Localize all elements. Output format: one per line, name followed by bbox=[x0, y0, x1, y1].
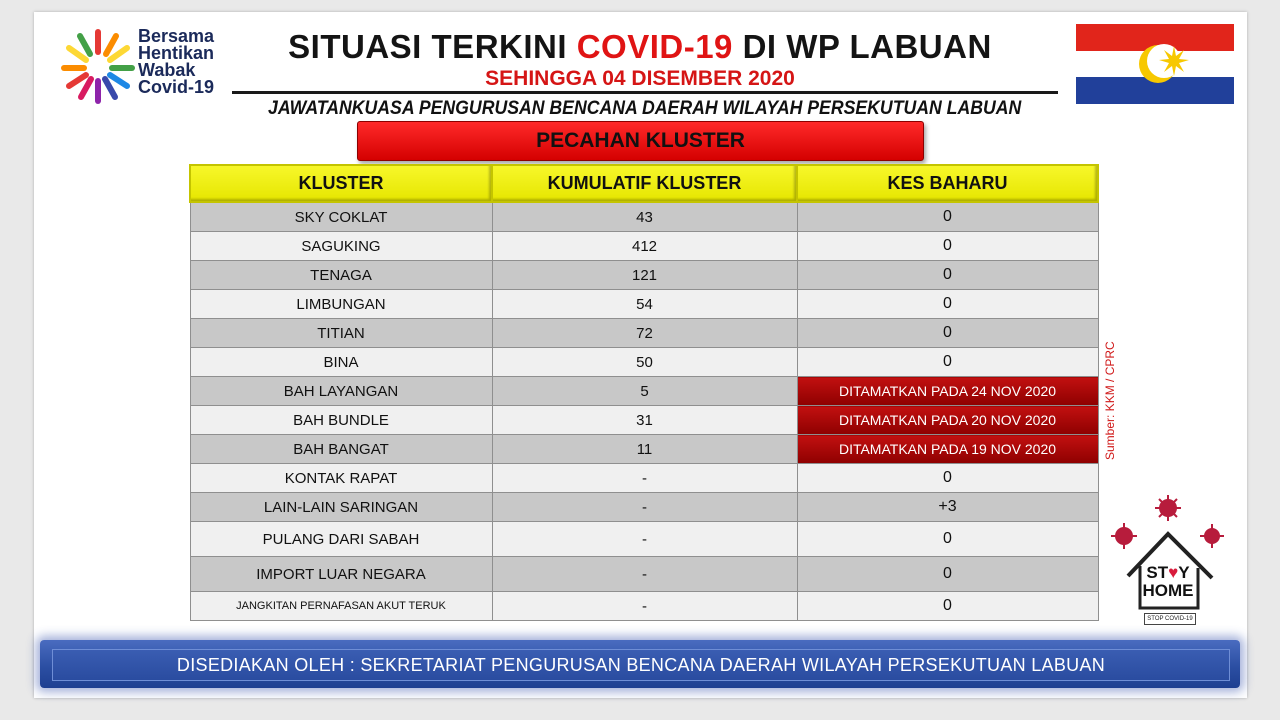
cluster-cumulative: 5 bbox=[492, 377, 797, 406]
cluster-name: BAH BANGAT bbox=[190, 435, 492, 464]
table-row bbox=[190, 232, 1098, 261]
cluster-new-cases: +3 bbox=[797, 493, 1098, 522]
cluster-cumulative: - bbox=[492, 464, 797, 493]
cluster-name: SAGUKING bbox=[190, 232, 492, 261]
committee-name: JAWATANKUASA PENGURUSAN BENCANA DAERAH WILAYAH PERSEKUTUAN LABUAN bbox=[268, 98, 1022, 119]
section-banner: PECAHAN KLUSTER bbox=[357, 121, 924, 161]
cluster-cumulative: - bbox=[492, 522, 797, 557]
cluster-cumulative: 11 bbox=[492, 435, 797, 464]
page-subtitle: SEHINGGA 04 DISEMBER 2020 bbox=[485, 67, 795, 90]
logo-line-3: Wabak bbox=[138, 60, 196, 80]
cluster-name: LAIN-LAIN SARINGAN bbox=[190, 493, 492, 522]
cluster-name: BINA bbox=[190, 348, 492, 377]
cluster-cumulative: 72 bbox=[492, 319, 797, 348]
bersama-hentikan-logo bbox=[58, 26, 233, 111]
title-part-2: DI WP LABUAN bbox=[732, 28, 992, 65]
table-row bbox=[190, 319, 1098, 348]
stay-home-line-1 bbox=[1130, 564, 1206, 582]
header-divider bbox=[232, 91, 1058, 94]
cluster-ended-badge: DITAMATKAN PADA 20 NOV 2020 bbox=[797, 406, 1098, 435]
col-header-cumulative: KUMULATIF KLUSTER bbox=[492, 165, 797, 202]
table-row bbox=[190, 557, 1098, 592]
col-header-new-cases: KES BAHARU bbox=[797, 165, 1098, 202]
cluster-name: JANGKITAN PERNAFASAN AKUT TERUK bbox=[190, 592, 492, 621]
cluster-new-cases: 0 bbox=[797, 348, 1098, 377]
cluster-cumulative: 43 bbox=[492, 202, 797, 232]
footer-text: DISEDIAKAN OLEH : SEKRETARIAT PENGURUSAN BENCANA DAERAH WILAYAH PERSEKUTUAN LABUAN bbox=[52, 649, 1230, 681]
cluster-name: SKY COKLAT bbox=[190, 202, 492, 232]
cluster-cumulative: 121 bbox=[492, 261, 797, 290]
table-row bbox=[190, 435, 1098, 464]
table-row bbox=[190, 261, 1098, 290]
table-row bbox=[190, 464, 1098, 493]
source-note: Sumber: KKM / CPRC bbox=[1103, 341, 1117, 461]
logo-line-1: Bersama bbox=[138, 26, 215, 46]
cluster-table bbox=[189, 164, 1099, 621]
table-row bbox=[190, 493, 1098, 522]
cluster-new-cases: 0 bbox=[797, 522, 1098, 557]
cluster-name: IMPORT LUAR NEGARA bbox=[190, 557, 492, 592]
cluster-new-cases: 0 bbox=[797, 464, 1098, 493]
cluster-name: TENAGA bbox=[190, 261, 492, 290]
footer-bar bbox=[40, 640, 1240, 688]
cluster-new-cases: 0 bbox=[797, 202, 1098, 232]
logo-text bbox=[138, 28, 214, 96]
table-row bbox=[190, 406, 1098, 435]
stop-covid-tag: STOP COVID-19 bbox=[1144, 613, 1196, 625]
logo-line-2: Hentikan bbox=[138, 43, 215, 63]
cluster-name: TITIAN bbox=[190, 319, 492, 348]
cluster-name: BAH BUNDLE bbox=[190, 406, 492, 435]
table-row bbox=[190, 522, 1098, 557]
table-row bbox=[190, 290, 1098, 319]
cluster-new-cases: 0 bbox=[797, 557, 1098, 592]
cluster-cumulative: 54 bbox=[492, 290, 797, 319]
page-title bbox=[240, 28, 1040, 66]
cluster-new-cases: 0 bbox=[797, 592, 1098, 621]
title-highlight: COVID-19 bbox=[576, 28, 733, 65]
table-header-row bbox=[190, 165, 1098, 202]
cluster-new-cases: 0 bbox=[797, 261, 1098, 290]
cluster-cumulative: - bbox=[492, 592, 797, 621]
stay-text: ST bbox=[1146, 563, 1169, 582]
col-header-cluster: KLUSTER bbox=[190, 165, 492, 202]
cluster-name: LIMBUNGAN bbox=[190, 290, 492, 319]
table-row bbox=[190, 592, 1098, 621]
title-part-1: SITUASI TERKINI bbox=[288, 28, 577, 65]
sunburst-hands-icon bbox=[58, 26, 138, 106]
cluster-cumulative: - bbox=[492, 557, 797, 592]
stay-text-end: Y bbox=[1178, 563, 1190, 582]
cluster-new-cases: 0 bbox=[797, 290, 1098, 319]
heart-icon: ♥ bbox=[1168, 563, 1179, 582]
logo-line-4: Covid-19 bbox=[138, 77, 215, 97]
cluster-name: PULANG DARI SABAH bbox=[190, 522, 492, 557]
cluster-cumulative: 31 bbox=[492, 406, 797, 435]
cluster-new-cases: 0 bbox=[797, 319, 1098, 348]
cluster-name: KONTAK RAPAT bbox=[190, 464, 492, 493]
cluster-ended-badge: DITAMATKAN PADA 19 NOV 2020 bbox=[797, 435, 1098, 464]
cluster-name: BAH LAYANGAN bbox=[190, 377, 492, 406]
stay-home-text bbox=[1130, 564, 1206, 600]
stay-home-line-2: HOME bbox=[1142, 581, 1194, 600]
labuan-flag-icon bbox=[1076, 24, 1234, 104]
cluster-ended-badge: DITAMATKAN PADA 24 NOV 2020 bbox=[797, 377, 1098, 406]
cluster-cumulative: - bbox=[492, 493, 797, 522]
cluster-new-cases: 0 bbox=[797, 232, 1098, 261]
stay-home-graphic bbox=[1108, 492, 1226, 627]
cluster-cumulative: 50 bbox=[492, 348, 797, 377]
table-row bbox=[190, 377, 1098, 406]
table-row bbox=[190, 202, 1098, 232]
cluster-cumulative: 412 bbox=[492, 232, 797, 261]
table-row bbox=[190, 348, 1098, 377]
house-virus-icon bbox=[1108, 492, 1226, 627]
